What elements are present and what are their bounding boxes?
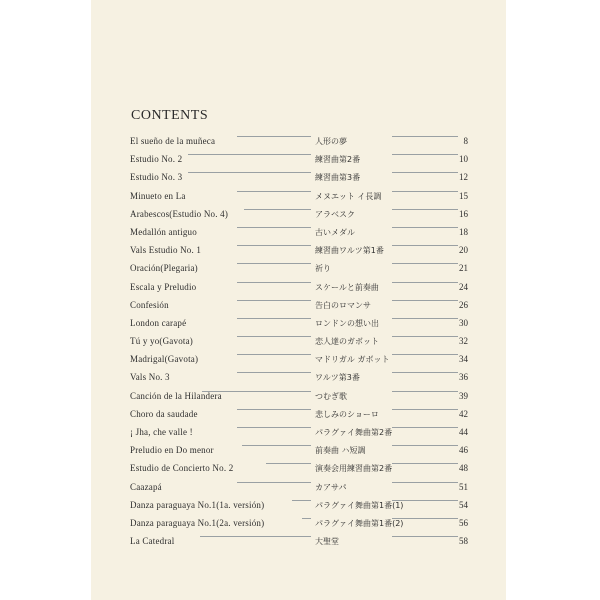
leader-line: [392, 154, 458, 155]
toc-entry-page-number: 32: [459, 336, 468, 347]
toc-entry: [130, 279, 468, 297]
leader-line: [237, 227, 311, 228]
leader-line: [237, 245, 311, 246]
leader-line: [237, 482, 311, 483]
toc-entry-page-number: 58: [459, 536, 468, 547]
leader-line: [237, 263, 311, 264]
toc-entry-title: Oración(Plegaria): [130, 263, 198, 274]
leader-line: [392, 318, 458, 319]
leader-line: [188, 154, 311, 155]
toc-entry-japanese-title: 前奏曲 ハ短調: [315, 446, 366, 456]
toc-entry-title: Vals No. 3: [130, 372, 170, 383]
leader-line: [392, 282, 458, 283]
leader-line: [392, 372, 458, 373]
toc-entry-title: Madrigal(Gavota): [130, 354, 199, 365]
toc-entry-title: Caazapá: [130, 481, 162, 492]
toc-entry-japanese-title: パラグァイ舞曲第1番(1): [315, 500, 404, 510]
toc-entry-title: Estudio No. 3: [130, 172, 183, 183]
toc-entry-page-number: 30: [459, 317, 468, 328]
toc-entry: [130, 133, 468, 151]
contents-heading: CONTENTS: [131, 108, 209, 123]
leader-line: [392, 354, 458, 355]
toc-entry-page-number: 44: [459, 427, 468, 437]
leader-line: [392, 209, 458, 210]
toc-entry-japanese-title: マドリガル ガボット: [315, 355, 390, 365]
toc-entry: [130, 260, 468, 278]
toc-entry-title: Canción de la Hilandera: [130, 390, 222, 401]
toc-entry-title: Tú y yo(Gavota): [130, 336, 193, 347]
toc-entry-page-number: 34: [459, 354, 468, 365]
toc-entry-japanese-title: 練習曲第3番: [315, 173, 361, 183]
toc-entry: [130, 315, 468, 333]
toc-entry-title: Estudio No. 2: [130, 154, 183, 165]
toc-entry-page-number: 21: [459, 263, 468, 274]
toc-entry-title: Medallón antiguo: [130, 226, 197, 237]
toc-entry-page-number: 18: [459, 226, 468, 237]
leader-line: [237, 372, 311, 373]
leader-line: [237, 300, 311, 301]
toc-entry-japanese-title: 告白のロマンサ: [315, 300, 371, 310]
toc-entry-japanese-title: スケールと前奏曲: [315, 282, 379, 292]
toc-entry-page-number: 39: [459, 390, 468, 401]
leader-line: [392, 409, 458, 410]
leader-line: [237, 354, 311, 355]
toc-entry-japanese-title: ロンドンの想い出: [315, 318, 379, 328]
leader-line: [242, 445, 311, 446]
leader-line: [392, 463, 458, 464]
toc-entry: [130, 242, 468, 260]
leader-line: [392, 336, 458, 337]
toc-entry: [130, 351, 468, 369]
toc-entry-japanese-title: パラグァイ舞曲第2番: [315, 428, 393, 437]
toc-entry-page-number: 56: [459, 517, 468, 528]
toc-entry-page-number: 8: [463, 136, 468, 146]
leader-line: [392, 191, 458, 192]
toc-entry-title: Choro da saudade: [130, 408, 198, 419]
toc-entry-page-number: 36: [459, 372, 468, 383]
toc-entry: [130, 151, 468, 169]
toc-entry: [130, 188, 468, 206]
toc-entry-japanese-title: 練習曲ワルツ第1番: [315, 246, 384, 256]
leader-line: [237, 336, 311, 337]
leader-line: [392, 172, 458, 173]
toc-entry-japanese-title: つむぎ歌: [315, 391, 347, 401]
toc-entry: [130, 206, 468, 224]
leader-line: [392, 518, 458, 519]
leader-line: [237, 409, 311, 410]
toc-entry-page-number: 12: [459, 172, 468, 183]
toc-entry: [130, 388, 468, 406]
leader-line: [292, 500, 311, 501]
toc-entry-japanese-title: ワルツ第3番: [315, 373, 360, 383]
toc-entry-japanese-title: 恋人達のガボット: [315, 337, 379, 347]
toc-entry-title: Minueto en La: [130, 190, 186, 201]
leader-line: [392, 227, 458, 228]
toc-entry-page-number: 54: [459, 499, 468, 510]
toc-entry-japanese-title: 大聖堂: [315, 537, 339, 547]
toc-entry-japanese-title: 悲しみのショーロ: [315, 409, 379, 419]
leader-line: [266, 463, 311, 464]
leader-line: [237, 318, 311, 319]
toc-entry-title: Estudio de Concierto No. 2: [130, 463, 234, 474]
toc-entry-japanese-title: 演奏会用練習曲第2番: [315, 464, 393, 474]
leader-line: [392, 482, 458, 483]
leader-line: [392, 500, 458, 501]
leader-line: [302, 518, 311, 519]
toc-entry: [130, 169, 468, 187]
toc-entry-page-number: 48: [459, 463, 468, 474]
toc-entry: [130, 406, 468, 424]
leader-line: [202, 391, 311, 392]
toc-entry-page-number: 24: [459, 281, 468, 292]
toc-entry: [130, 369, 468, 387]
leader-line: [392, 245, 458, 246]
toc-entry-page-number: 16: [459, 208, 468, 219]
leader-line: [188, 172, 311, 173]
toc-entry-japanese-title: パラグァイ舞曲第1番(2): [315, 518, 404, 528]
toc-entry: [130, 460, 468, 478]
toc-entry-title: Confesión: [130, 299, 169, 310]
toc-entry: [130, 442, 468, 460]
leader-line: [237, 136, 311, 137]
toc-entry-japanese-title: アラベスク: [315, 209, 355, 219]
toc-entry-title: La Catedral: [130, 536, 175, 547]
leader-line: [392, 427, 458, 428]
toc-entry-page-number: 51: [459, 481, 468, 492]
toc-entry-title: Preludio en Do menor: [130, 445, 214, 456]
toc-entry-japanese-title: 人形の夢: [315, 137, 347, 146]
leader-line: [237, 282, 311, 283]
leader-line: [392, 391, 458, 392]
leader-line: [392, 263, 458, 264]
toc-entry: [130, 479, 468, 497]
toc-entry-page-number: 46: [459, 445, 468, 456]
toc-entry-page-number: 42: [459, 408, 468, 419]
leader-line: [237, 191, 311, 192]
toc-entry-title: Danza paraguaya No.1(2a. versión): [130, 517, 265, 528]
toc-entry: [130, 533, 468, 551]
toc-entry-page-number: 15: [459, 190, 468, 201]
toc-entry: [130, 333, 468, 351]
toc-entry: [130, 224, 468, 242]
leader-line: [392, 300, 458, 301]
leader-line: [392, 536, 458, 537]
leader-line: [237, 427, 311, 428]
toc-entry-title: Danza paraguaya No.1(1a. versión): [130, 499, 265, 510]
toc-entry-page-number: 26: [459, 299, 468, 310]
toc-entry: [130, 297, 468, 315]
toc-entry-title: ¡ Jha, che valle !: [130, 427, 193, 437]
leader-line: [244, 209, 311, 210]
leader-line: [392, 445, 458, 446]
toc-entry-title: Escala y Preludio: [130, 281, 197, 292]
toc-entry-japanese-title: 祈り: [315, 264, 331, 274]
leader-line: [392, 136, 458, 137]
toc-entry-title: London carapé: [130, 317, 187, 328]
toc-entry-page-number: 20: [459, 245, 468, 256]
toc-entry-japanese-title: 古いメダル: [315, 227, 355, 237]
toc-entry: [130, 424, 468, 442]
toc-entry-page-number: 10: [459, 154, 468, 165]
toc-entry: [130, 515, 468, 533]
toc-entry: [130, 497, 468, 515]
toc-entry-japanese-title: 練習曲第2番: [315, 155, 361, 165]
toc-entry-japanese-title: メヌエット イ長調: [315, 191, 382, 201]
toc-entry-title: Vals Estudio No. 1: [130, 245, 202, 256]
toc-list: [130, 133, 468, 551]
leader-line: [200, 536, 311, 537]
toc-entry-title: Arabescos(Estudio No. 4): [130, 208, 229, 219]
toc-entry-title: El sueño de la muñeca: [130, 136, 216, 146]
toc-entry-japanese-title: カアサパ: [315, 482, 347, 492]
